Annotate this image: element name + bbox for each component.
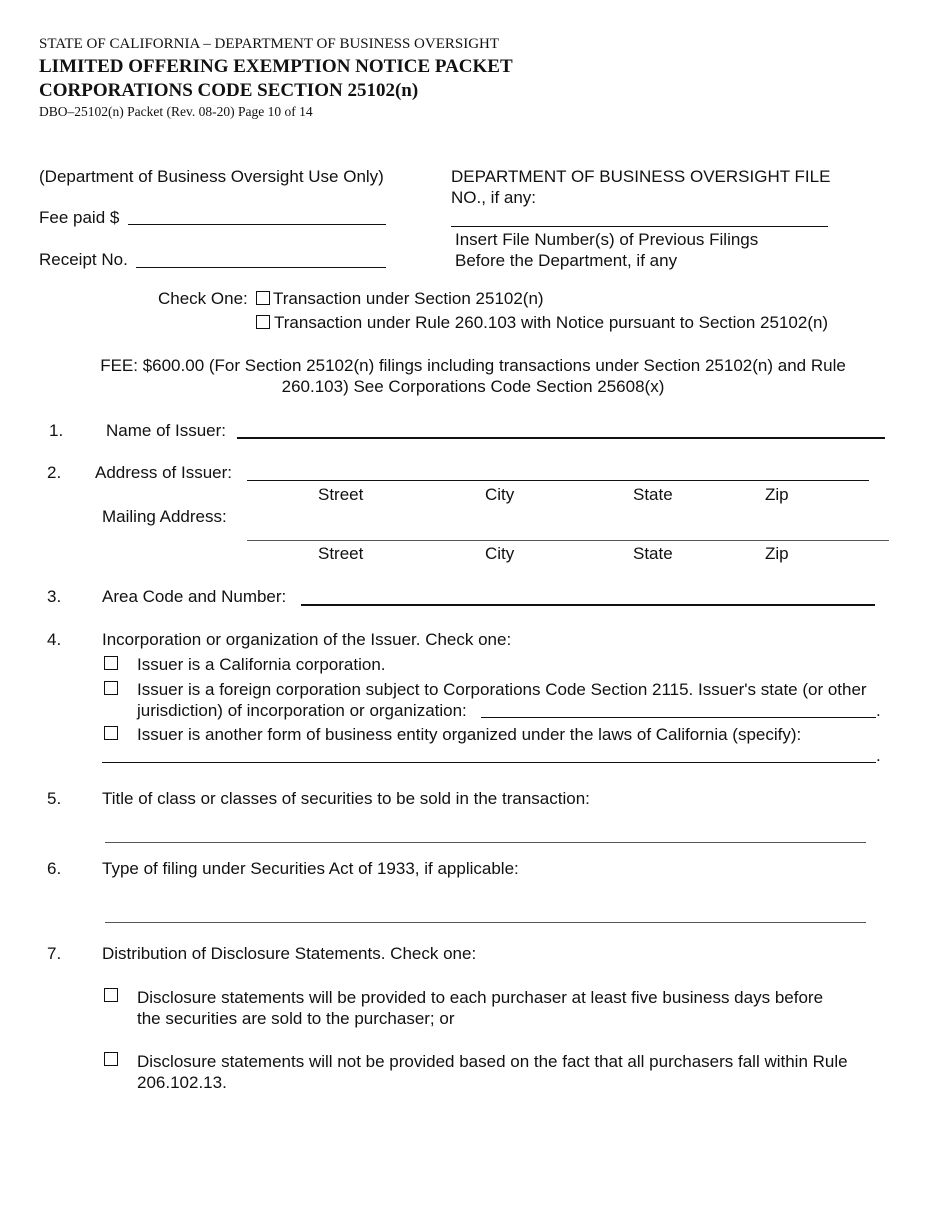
- mailing-address-label: Mailing Address:: [102, 507, 227, 526]
- filing-type-label: Type of filing under Securities Act of 1933, if applicable:: [102, 859, 519, 878]
- item3-number: 3.: [47, 587, 62, 606]
- incorporation-label: Incorporation or organization of the Issuer. Check one:: [102, 630, 512, 649]
- item5-number: 5.: [47, 789, 62, 808]
- california-corporation-checkbox[interactable]: [104, 656, 118, 670]
- fee-paid-field[interactable]: [128, 224, 386, 225]
- address-city-caption: City: [485, 485, 515, 504]
- transaction-25102n-label: Transaction under Section 25102(n): [273, 289, 544, 308]
- disclosure-not-provided-label-line2: 206.102.13.: [137, 1073, 227, 1092]
- fee-paid-label: Fee paid $: [39, 208, 120, 227]
- item4-number: 4.: [47, 630, 62, 649]
- mailing-city-caption: City: [485, 544, 515, 563]
- mailing-state-caption: State: [633, 544, 673, 563]
- other-entity-specify-field[interactable]: [102, 762, 876, 763]
- item1-number: 1.: [49, 421, 64, 440]
- mailing-zip-caption: Zip: [765, 544, 789, 563]
- receipt-no-field[interactable]: [136, 267, 386, 268]
- form-reference: DBO–25102(n) Packet (Rev. 08-20) Page 10 of 14: [39, 104, 313, 119]
- mailing-street-caption: Street: [318, 544, 364, 563]
- jurisdiction-period: .: [876, 701, 881, 720]
- address-zip-caption: Zip: [765, 485, 789, 504]
- foreign-corporation-checkbox[interactable]: [104, 681, 118, 695]
- disclosure-provided-label-line2: the securities are sold to the purchaser; or: [137, 1009, 455, 1028]
- insert-file-note-line1: Insert File Number(s) of Previous Filings: [455, 230, 759, 249]
- item6-number: 6.: [47, 859, 62, 878]
- other-entity-label: Issuer is another form of business entity organized under the laws of California (specify):: [137, 725, 802, 744]
- file-no-label-line1: DEPARTMENT OF BUSINESS OVERSIGHT FILE: [451, 167, 831, 186]
- issuer-name-label: Name of Issuer:: [106, 421, 226, 440]
- address-state-caption: State: [633, 485, 673, 504]
- issuer-name-field[interactable]: [237, 437, 885, 439]
- issuer-address-label: Address of Issuer:: [95, 463, 233, 482]
- disclosure-provided-checkbox[interactable]: [104, 988, 118, 1002]
- transaction-25102n-checkbox[interactable]: [256, 291, 270, 305]
- receipt-no-label: Receipt No.: [39, 250, 128, 269]
- fee-line1: FEE: $600.00 (For Section 25102(n) filings including transactions under Section 25102(n) and Rule: [100, 356, 846, 375]
- disclosure-not-provided-checkbox[interactable]: [104, 1052, 118, 1066]
- transaction-rule-260103-checkbox[interactable]: [256, 315, 270, 329]
- form-title-line1: LIMITED OFFERING EXEMPTION NOTICE PACKET: [39, 56, 513, 77]
- other-entity-period: .: [876, 746, 881, 765]
- agency-header: STATE OF CALIFORNIA – DEPARTMENT OF BUSINESS OVERSIGHT: [39, 36, 500, 52]
- file-no-field[interactable]: [451, 226, 828, 227]
- insert-file-note-line2: Before the Department, if any: [455, 251, 678, 270]
- disclosure-not-provided-label-line1: Disclosure statements will not be provided based on the fact that all purchasers fall within Rule: [137, 1052, 848, 1071]
- securities-class-field[interactable]: [105, 842, 866, 843]
- item7-number: 7.: [47, 944, 62, 963]
- phone-label: Area Code and Number:: [102, 587, 287, 606]
- disclosure-label: Distribution of Disclosure Statements. Check one:: [102, 944, 477, 963]
- file-no-label-line2: NO., if any:: [451, 188, 537, 207]
- phone-field[interactable]: [301, 604, 875, 606]
- foreign-corporation-label-line2: jurisdiction) of incorporation or organization:: [137, 701, 467, 720]
- foreign-corporation-label-line1: Issuer is a foreign corporation subject to Corporations Code Section 2115. Issuer's state (or other: [137, 680, 867, 699]
- disclosure-provided-label-line1: Disclosure statements will be provided to each purchaser at least five business days before: [137, 988, 824, 1007]
- form-title-line2: CORPORATIONS CODE SECTION 25102(n): [39, 80, 419, 101]
- check-one-label: Check One:: [158, 289, 248, 308]
- securities-class-label: Title of class or classes of securities to be sold in the transaction:: [102, 789, 590, 808]
- filing-type-field[interactable]: [105, 922, 866, 923]
- other-entity-checkbox[interactable]: [104, 726, 118, 740]
- item2-number: 2.: [47, 463, 62, 482]
- issuer-address-field[interactable]: [247, 480, 869, 481]
- address-street-caption: Street: [318, 485, 364, 504]
- fee-line2: 260.103) See Corporations Code Section 25608(x): [281, 377, 665, 396]
- california-corporation-label: Issuer is a California corporation.: [137, 655, 386, 674]
- incorporation-jurisdiction-field[interactable]: [481, 717, 876, 718]
- office-use-label: (Department of Business Oversight Use Only): [39, 167, 384, 186]
- transaction-rule-260103-label: Transaction under Rule 260.103 with Notice pursuant to Section 25102(n): [274, 313, 829, 332]
- mailing-address-field[interactable]: [247, 540, 889, 541]
